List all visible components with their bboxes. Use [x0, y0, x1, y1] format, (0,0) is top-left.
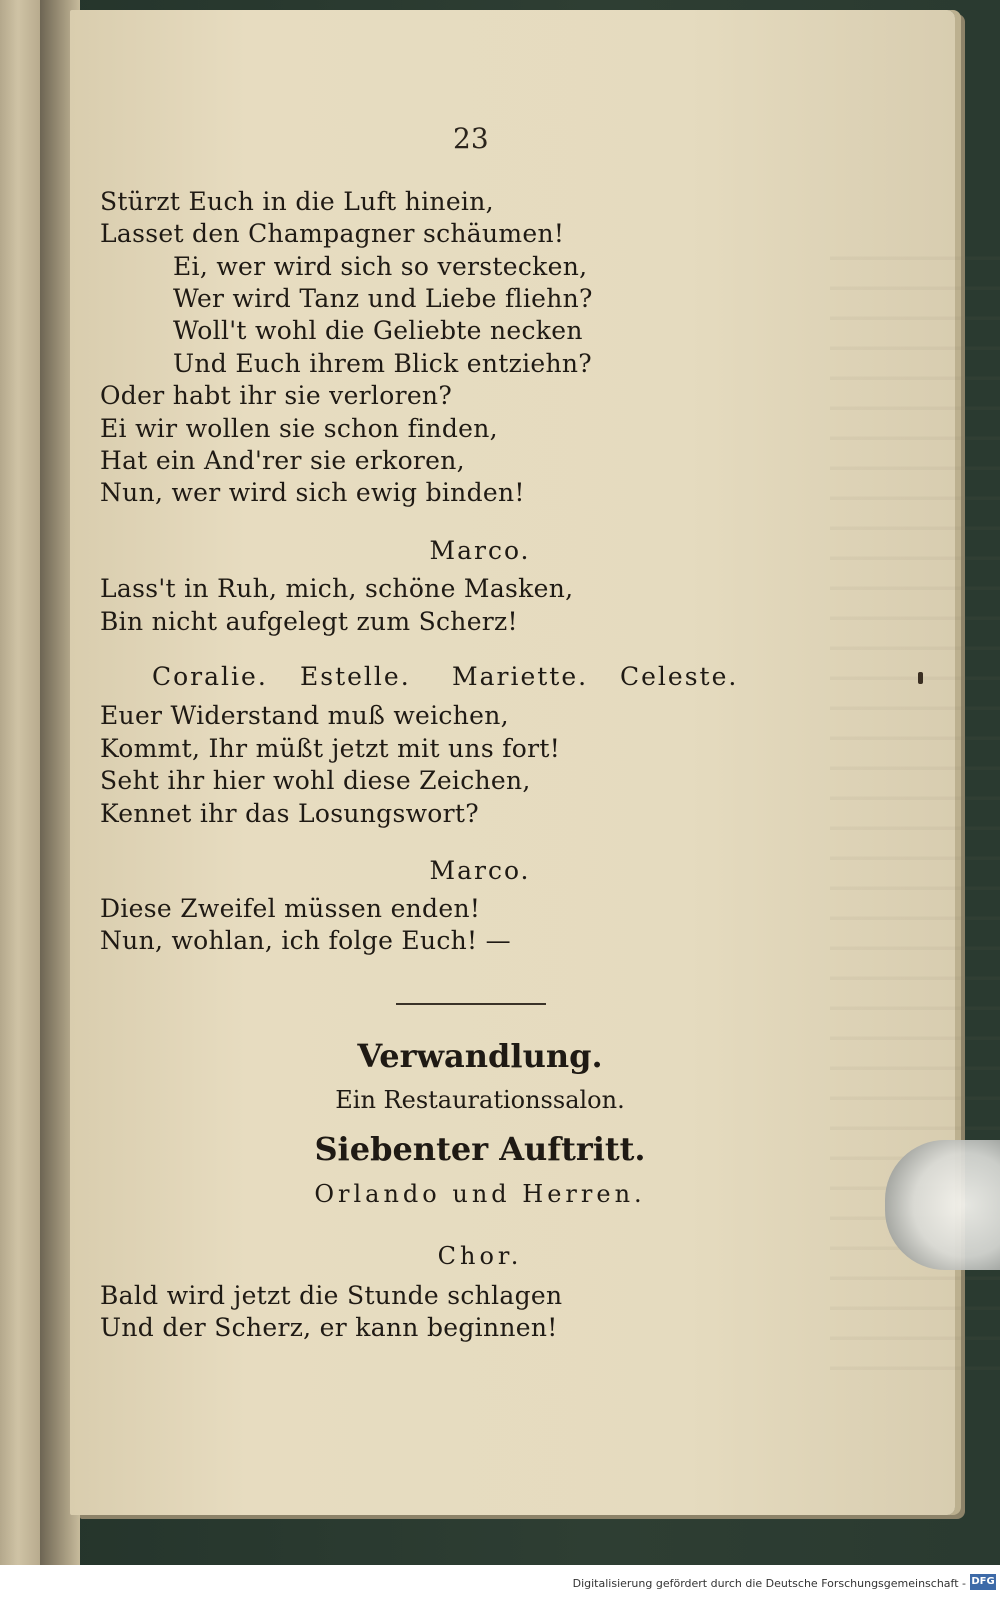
speaker-name: Mariette. — [452, 662, 589, 691]
funding-credit: Digitalisierung gefördert durch die Deutsche Forschungsgemeinschaft - — [572, 1577, 966, 1590]
dfg-logo: DFG — [970, 1574, 996, 1590]
book-page — [70, 10, 955, 1515]
verse-line: Hat ein And'rer sie erkoren, — [100, 446, 465, 475]
section-divider — [396, 1003, 546, 1005]
characters-line: Orlando und Herren. — [314, 1180, 646, 1208]
verse-line: Ei, wer wird sich so verstecken, — [173, 252, 588, 281]
verse-line: Nun, wer wird sich ewig binden! — [100, 478, 525, 507]
verse-line: Nun, wohlan, ich folge Euch! — — [100, 926, 511, 955]
chorus-label: Chor. — [437, 1242, 523, 1270]
verse-line: Bald wird jetzt die Stunde schlagen — [100, 1281, 563, 1310]
previous-page-edge — [0, 0, 40, 1565]
act-heading: Siebenter Auftritt. — [314, 1130, 646, 1168]
verse-line: Woll't wohl die Geliebte necken — [173, 316, 583, 345]
verse-line: Ei wir wollen sie schon finden, — [100, 414, 498, 443]
verse-line: Stürzt Euch in die Luft hinein, — [100, 187, 494, 216]
speaker-name: Coralie. — [152, 662, 268, 691]
verse-line: Kommt, Ihr müßt jetzt mit uns fort! — [100, 734, 561, 763]
page-clip-holder — [885, 1140, 1000, 1270]
verse-line: Kennet ihr das Losungswort? — [100, 799, 479, 828]
speaker-name: Marco. — [429, 856, 531, 885]
page-number: 23 — [453, 122, 489, 155]
verse-line: Oder habt ihr sie verloren? — [100, 381, 453, 410]
verse-line: Wer wird Tanz und Liebe fliehn? — [173, 284, 593, 313]
verse-line: Lasset den Champagner schäumen! — [100, 219, 565, 248]
verse-line: Und Euch ihrem Blick entziehn? — [173, 349, 592, 378]
verse-line: Euer Widerstand muß weichen, — [100, 701, 509, 730]
verse-line: Seht ihr hier wohl diese Zeichen, — [100, 766, 531, 795]
verse-line: Diese Zweifel müssen enden! — [100, 894, 481, 923]
speaker-name: Estelle. — [300, 662, 411, 691]
speaker-name: Marco. — [429, 536, 531, 565]
ink-speck — [918, 672, 923, 684]
scene-setting: Ein Restaurationssalon. — [335, 1086, 625, 1114]
scene-heading: Verwandlung. — [357, 1037, 603, 1075]
speaker-name: Celeste. — [620, 662, 739, 691]
verse-line: Bin nicht aufgelegt zum Scherz! — [100, 607, 518, 636]
digitization-footer — [0, 1565, 1000, 1607]
verse-line: Lass't in Ruh, mich, schöne Masken, — [100, 574, 574, 603]
verse-line: Und der Scherz, er kann beginnen! — [100, 1313, 558, 1342]
